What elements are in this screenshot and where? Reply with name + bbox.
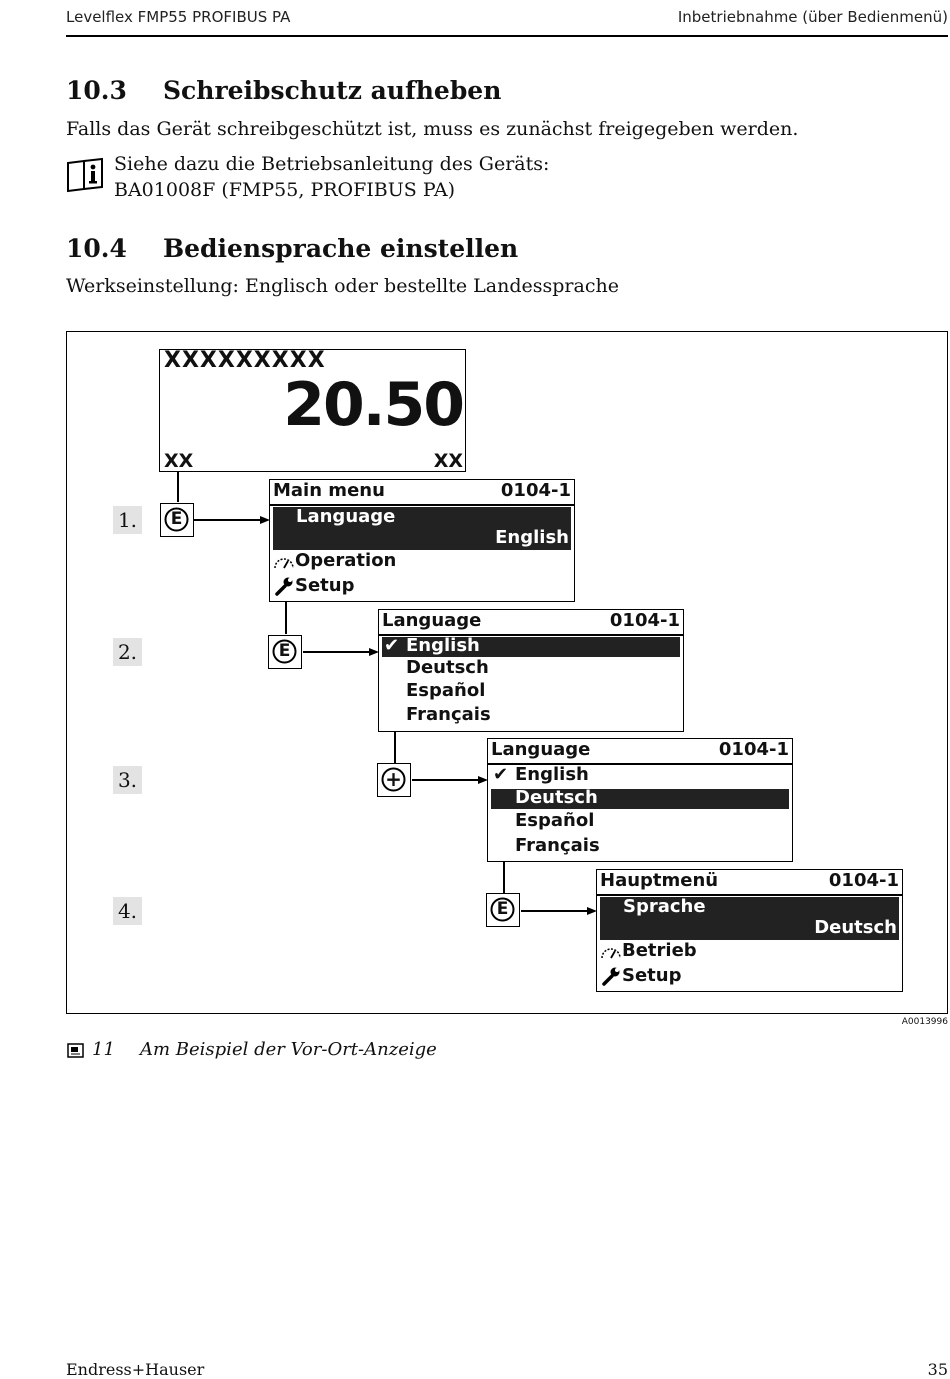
plus-button[interactable] bbox=[377, 763, 411, 797]
connector-line bbox=[503, 862, 505, 894]
display-unit-right: XX bbox=[433, 450, 463, 472]
check-icon: ✔ bbox=[493, 764, 509, 785]
note-line-1: Siehe dazu die Betriebsanleitung des Geräts: bbox=[114, 153, 550, 175]
menu-item-value: English bbox=[495, 527, 569, 548]
menu-code: 0104-1 bbox=[609, 610, 680, 631]
language-option-francais[interactable]: Français bbox=[515, 835, 600, 856]
menu-title: Main menu bbox=[273, 480, 385, 501]
step-number: 1. bbox=[113, 506, 142, 534]
display-value: 20.50 bbox=[283, 370, 463, 440]
header-rule bbox=[66, 35, 948, 37]
menu-item-setup[interactable]: Setup bbox=[622, 965, 682, 986]
menu-item-sprache[interactable] bbox=[600, 897, 899, 940]
connector-line bbox=[412, 779, 482, 781]
menu-item-operation[interactable]: Operation bbox=[295, 550, 397, 571]
section-number: 10.3 bbox=[66, 76, 127, 105]
menu-item-betrieb[interactable]: Betrieb bbox=[622, 940, 697, 961]
section-10-3-heading bbox=[66, 76, 501, 105]
figure-frame bbox=[66, 331, 948, 1014]
language-option-deutsch[interactable]: Deutsch bbox=[406, 657, 489, 678]
figure-ref-id: A0013996 bbox=[901, 1017, 948, 1027]
figure-icon bbox=[67, 1043, 84, 1058]
wrench-icon bbox=[601, 966, 621, 986]
menu-item-value: Deutsch bbox=[814, 917, 897, 938]
page-number: 35 bbox=[927, 1360, 948, 1379]
section-10-3-text: Falls das Gerät schreibgeschützt ist, muss es zunächst freigegeben werden. bbox=[66, 118, 799, 140]
language-option-francais[interactable]: Français bbox=[406, 704, 491, 725]
enter-button[interactable] bbox=[160, 503, 194, 537]
step-number: 4. bbox=[113, 897, 142, 925]
connector-line bbox=[194, 519, 264, 521]
gauge-icon bbox=[273, 553, 295, 571]
enter-button-label: E bbox=[278, 641, 291, 661]
plus-icon: + bbox=[385, 767, 402, 791]
connector-line bbox=[285, 602, 287, 634]
wrench-icon bbox=[274, 576, 294, 596]
language-option-espanol[interactable]: Español bbox=[515, 810, 595, 831]
language-option-english[interactable] bbox=[382, 637, 680, 657]
header-right: Inbetriebnahme (über Bedienmenü) bbox=[677, 8, 948, 26]
footer-left: Endress+Hauser bbox=[66, 1360, 205, 1379]
display-screen bbox=[159, 349, 466, 472]
manual-info-icon bbox=[66, 157, 106, 193]
menu-code: 0104-1 bbox=[828, 870, 899, 891]
connector-line bbox=[394, 732, 396, 763]
section-10-4-text: Werkseinstellung: Englisch oder bestellte Landessprache bbox=[66, 275, 619, 297]
menu-item-label: Sprache bbox=[623, 896, 706, 917]
menu-title: Language bbox=[382, 610, 482, 631]
section-title: Schreibschutz aufheben bbox=[163, 76, 502, 105]
section-10-4-heading bbox=[66, 234, 518, 263]
display-tag: XXXXXXXXX bbox=[164, 348, 326, 373]
note-line-2: BA01008F (FMP55, PROFIBUS PA) bbox=[114, 179, 455, 201]
gauge-icon bbox=[600, 943, 622, 961]
menu-title: Language bbox=[491, 739, 591, 760]
check-icon: ✔ bbox=[384, 635, 400, 656]
step-number: 2. bbox=[113, 638, 142, 666]
language-option-deutsch[interactable] bbox=[491, 789, 789, 809]
menu-item-language[interactable] bbox=[273, 507, 571, 550]
enter-button-label: E bbox=[170, 509, 183, 529]
figure-caption-text: Am Beispiel der Vor-Ort-Anzeige bbox=[140, 1039, 437, 1060]
main-menu-screen bbox=[269, 479, 575, 602]
connector-line bbox=[177, 472, 179, 502]
connector-line bbox=[303, 651, 373, 653]
language-option-espanol[interactable]: Español bbox=[406, 680, 486, 701]
display-unit-left: XX bbox=[164, 450, 194, 472]
enter-button[interactable] bbox=[268, 635, 302, 669]
enter-button-label: E bbox=[496, 899, 509, 919]
hauptmenu-screen bbox=[596, 869, 903, 992]
menu-code: 0104-1 bbox=[500, 480, 571, 501]
language-option-label: English bbox=[406, 635, 480, 656]
section-title: Bediensprache einstellen bbox=[163, 234, 519, 263]
menu-title: Hauptmenü bbox=[600, 870, 719, 891]
enter-button[interactable] bbox=[486, 893, 520, 927]
menu-item-setup[interactable]: Setup bbox=[295, 575, 355, 596]
section-number: 10.4 bbox=[66, 234, 127, 263]
language-menu-screen-selected bbox=[487, 738, 793, 862]
step-number: 3. bbox=[113, 766, 142, 794]
header-left: Levelflex FMP55 PROFIBUS PA bbox=[66, 8, 291, 26]
language-menu-screen bbox=[378, 609, 684, 732]
language-option-label: Deutsch bbox=[515, 787, 598, 808]
language-option-english[interactable]: English bbox=[515, 764, 589, 785]
connector-line bbox=[521, 910, 591, 912]
menu-item-label: Language bbox=[296, 506, 396, 527]
figure-caption-number: 11 bbox=[92, 1039, 115, 1060]
menu-code: 0104-1 bbox=[718, 739, 789, 760]
